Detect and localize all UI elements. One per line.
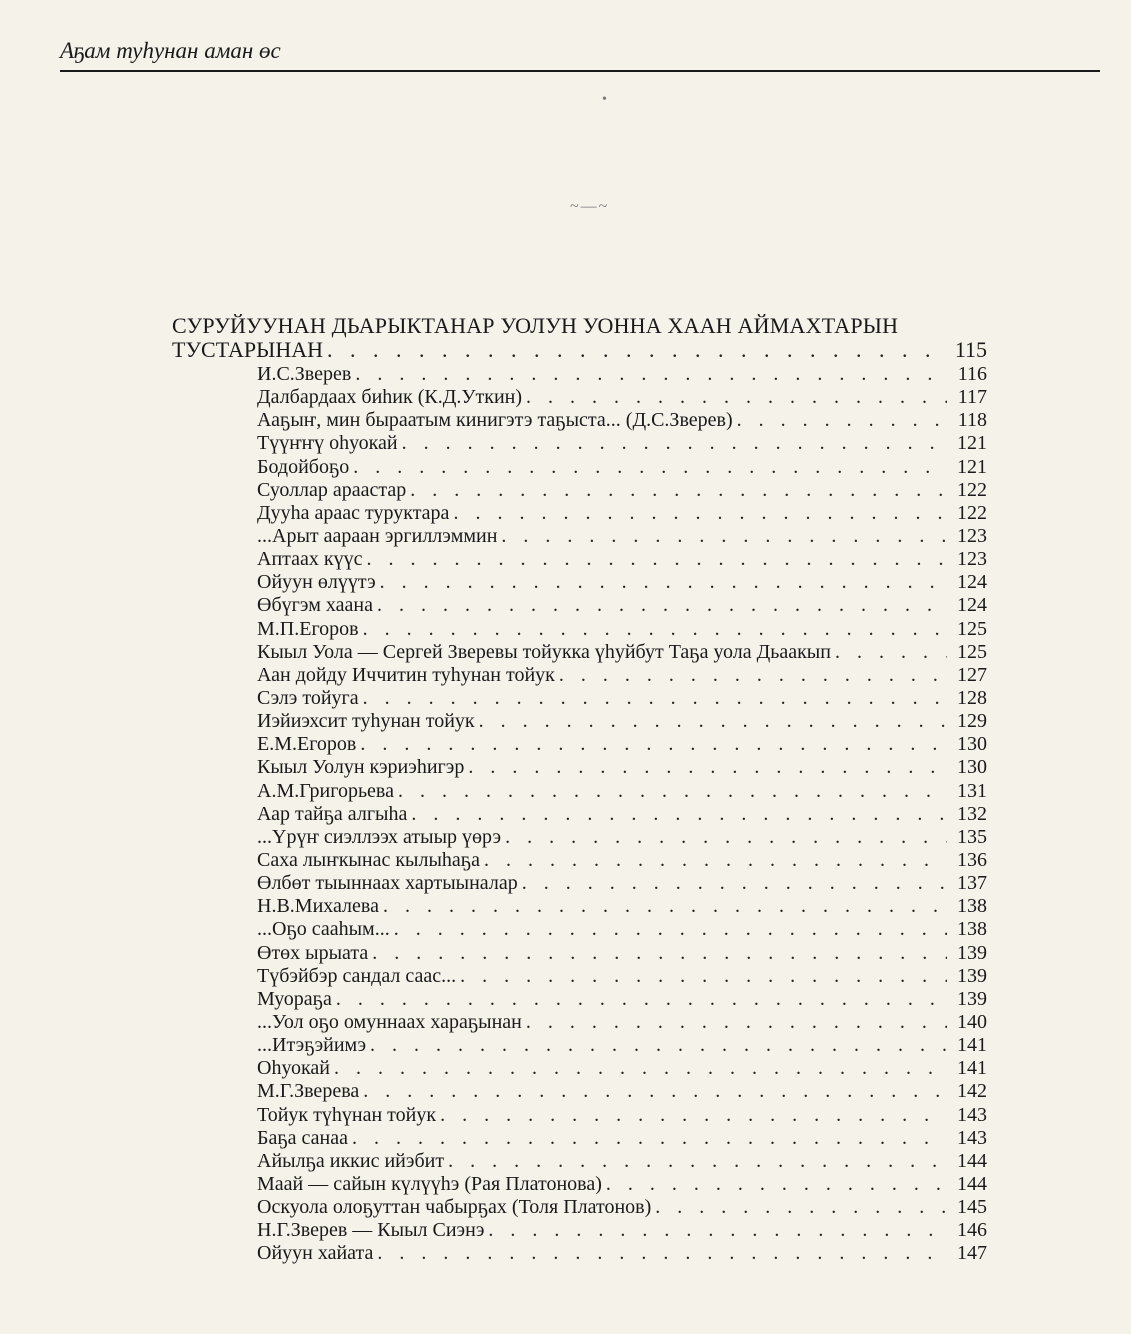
toc-entry bbox=[257, 1173, 987, 1196]
toc-entry-title: ...Уол оҕо омуннаах хараҕынан bbox=[257, 1010, 522, 1033]
toc-entry-page: 144 bbox=[957, 1149, 987, 1172]
toc-entry-title: Н.В.Михалева bbox=[257, 895, 379, 918]
dot-leader bbox=[501, 525, 947, 548]
toc-entry-title: Дууһа араас туруктара bbox=[257, 501, 450, 524]
dot-leader bbox=[363, 1080, 947, 1103]
dot-leader bbox=[370, 1034, 947, 1057]
toc-entry-title: ...Итэҕэйимэ bbox=[257, 1034, 367, 1057]
toc-entry-page: 129 bbox=[957, 710, 987, 733]
dot-leader bbox=[559, 664, 947, 687]
toc-entry bbox=[257, 872, 987, 895]
toc-entry bbox=[257, 1104, 987, 1127]
toc-entry-page: 139 bbox=[957, 964, 987, 987]
section-page-number: 115 bbox=[954, 337, 987, 362]
toc-entry bbox=[257, 1080, 987, 1103]
toc-entry-title: Оскуола олоҕуттан чабырҕах (Толя Платонов) bbox=[257, 1196, 652, 1219]
toc-entry-title: А.М.Григорьева bbox=[257, 779, 394, 802]
toc-entry-title: ...Үрүҥ сиэллээх атыыр үөрэ bbox=[257, 825, 502, 848]
dot-leader bbox=[353, 456, 947, 479]
table-of-contents bbox=[172, 314, 987, 1265]
dot-leader bbox=[366, 548, 947, 571]
toc-entry-page: 122 bbox=[957, 478, 987, 501]
toc-entry-page: 135 bbox=[957, 825, 987, 848]
toc-entry bbox=[257, 502, 987, 525]
toc-entry-title: Иэйиэхсит туһунан тойук bbox=[257, 710, 475, 733]
dot-leader bbox=[355, 363, 947, 386]
toc-entry-title: Е.М.Егоров bbox=[257, 733, 357, 756]
toc-entry-page: 144 bbox=[957, 1172, 987, 1195]
dot-leader bbox=[526, 1011, 947, 1034]
dot-leader bbox=[737, 409, 947, 432]
section-title: СУРУЙУУНАН ДЬАРЫКТАНАР УОЛУН УОННА ХААН АЙМАХТАРЫН bbox=[172, 313, 899, 338]
toc-entry-title: М.П.Егоров bbox=[257, 617, 359, 640]
toc-entry bbox=[257, 432, 987, 455]
toc-entry bbox=[257, 1034, 987, 1057]
toc-entry-page: 130 bbox=[957, 756, 987, 779]
toc-entry-title: Өлбөт тыыннаах хартыыналар bbox=[257, 872, 518, 895]
toc-entry-title: Ойуун хайата bbox=[257, 1242, 374, 1265]
dot-leader bbox=[484, 849, 947, 872]
toc-entry bbox=[257, 1011, 987, 1034]
dot-leader bbox=[363, 687, 947, 710]
dot-leader bbox=[377, 594, 947, 617]
dot-leader bbox=[363, 618, 947, 641]
toc-entry-title: Сэлэ тойуга bbox=[257, 686, 359, 709]
toc-entry-page: 143 bbox=[957, 1103, 987, 1126]
dot-leader bbox=[398, 780, 947, 803]
dot-leader bbox=[411, 803, 947, 826]
dot-leader bbox=[383, 895, 947, 918]
toc-entry-page: 138 bbox=[957, 895, 987, 918]
toc-entry-title: Тойук түһүнан тойук bbox=[257, 1103, 437, 1126]
toc-entry-page: 127 bbox=[957, 663, 987, 686]
toc-entry-title: Муораҕа bbox=[257, 987, 332, 1010]
toc-entry-page: 123 bbox=[957, 548, 987, 571]
toc-entry-title: Өтөх ырыата bbox=[257, 941, 369, 964]
toc-entry bbox=[257, 664, 987, 687]
toc-entry-title: Аар тайҕа алгыһа bbox=[257, 802, 408, 825]
toc-entry-title: Ааҕыҥ, мин быраатым кинигэтэ таҕыста... (Д.С.Зверев) bbox=[257, 409, 733, 432]
toc-entry bbox=[257, 409, 987, 432]
section-title-continued: ТУСТАРЫНАН bbox=[172, 337, 324, 362]
dot-leader bbox=[835, 641, 947, 664]
dot-leader bbox=[468, 756, 947, 779]
dot-leader bbox=[352, 1127, 947, 1150]
dot-leader bbox=[380, 571, 947, 594]
toc-entry bbox=[257, 710, 987, 733]
toc-entry bbox=[257, 918, 987, 941]
toc-entry-title: ...Оҕо сааһым... bbox=[257, 918, 390, 941]
toc-entry-page: 122 bbox=[957, 501, 987, 524]
toc-entry-title: Аан дойду Иччитин туһунан тойук bbox=[257, 663, 555, 686]
toc-entry bbox=[257, 1219, 987, 1242]
toc-entry bbox=[257, 780, 987, 803]
dot-leader bbox=[394, 918, 947, 941]
toc-entry bbox=[257, 942, 987, 965]
toc-entry bbox=[257, 965, 987, 988]
toc-entry bbox=[257, 895, 987, 918]
dot-leader bbox=[488, 1219, 947, 1242]
toc-entry-page: 136 bbox=[957, 848, 987, 871]
dot-leader bbox=[334, 1057, 947, 1080]
dot-leader bbox=[402, 432, 947, 455]
print-smudge: ~—~ bbox=[570, 198, 610, 215]
toc-entry bbox=[257, 803, 987, 826]
toc-entry-page: 124 bbox=[957, 594, 987, 617]
dot-leader bbox=[448, 1150, 947, 1173]
dot-leader bbox=[522, 872, 947, 895]
toc-entry bbox=[257, 548, 987, 571]
toc-entry bbox=[257, 479, 987, 502]
toc-entry bbox=[257, 1242, 987, 1265]
toc-entry-page: 140 bbox=[957, 1010, 987, 1033]
toc-entry bbox=[257, 618, 987, 641]
dot-leader bbox=[327, 338, 947, 362]
print-speck: • bbox=[602, 92, 607, 107]
toc-entry-page: 124 bbox=[957, 571, 987, 594]
toc-entry bbox=[257, 826, 987, 849]
running-header-title: Аҕам туһунан аман өс bbox=[60, 38, 281, 63]
running-header bbox=[60, 38, 1100, 72]
toc-entry-page: 141 bbox=[957, 1034, 987, 1057]
dot-leader bbox=[460, 965, 947, 988]
dot-leader bbox=[377, 1242, 947, 1265]
toc-entry-page: 125 bbox=[957, 617, 987, 640]
toc-entry-title: Далбардаах биһик (К.Д.Уткин) bbox=[257, 386, 523, 409]
toc-entry-page: 146 bbox=[957, 1219, 987, 1242]
toc-entry-page: 137 bbox=[957, 872, 987, 895]
toc-entry-page: 125 bbox=[957, 640, 987, 663]
dot-leader bbox=[505, 826, 947, 849]
toc-entry-title: Өбүгэм хаана bbox=[257, 594, 373, 617]
toc-entry-title: Н.Г.Зверев — Кыыл Сиэнэ bbox=[257, 1219, 485, 1242]
toc-entry-title: Саха лыҥкынас кылыһаҕа bbox=[257, 848, 480, 871]
toc-entry bbox=[257, 594, 987, 617]
toc-entry-title: И.С.Зверев bbox=[257, 363, 352, 385]
toc-entry-page: 143 bbox=[957, 1126, 987, 1149]
toc-entry bbox=[257, 641, 987, 664]
toc-entry-title: Суоллар арааcтар bbox=[257, 478, 407, 501]
toc-entry-title: Түүҥҥү оһуокай bbox=[257, 432, 398, 455]
toc-entry-page: 145 bbox=[957, 1196, 987, 1219]
toc-entry-title: Айылҕа иккис ийэбит bbox=[257, 1149, 445, 1172]
toc-entry-page: 121 bbox=[957, 432, 987, 455]
toc-entry-page: 147 bbox=[957, 1242, 987, 1265]
toc-entry-title: Бодойбоҕо bbox=[257, 455, 350, 478]
dot-leader bbox=[440, 1104, 947, 1127]
dot-leader bbox=[606, 1173, 947, 1196]
toc-entry bbox=[257, 456, 987, 479]
toc-entry bbox=[257, 363, 987, 386]
toc-entry bbox=[257, 525, 987, 548]
toc-entry-title: ...Арыт аараан эргиллэммин bbox=[257, 524, 498, 547]
toc-entry bbox=[257, 756, 987, 779]
dot-leader bbox=[655, 1196, 947, 1219]
toc-entry-title: Ойуун өлүүтэ bbox=[257, 571, 376, 594]
toc-entry-page: 141 bbox=[957, 1057, 987, 1080]
toc-entry bbox=[257, 733, 987, 756]
dot-leader bbox=[336, 988, 947, 1011]
toc-entry-page: 132 bbox=[957, 802, 987, 825]
toc-entry-title: Түбэйбэр сандал саас... bbox=[257, 964, 457, 987]
dot-leader bbox=[479, 710, 947, 733]
toc-entry-title: М.Г.Зверева bbox=[257, 1080, 360, 1103]
toc-entry-title: Кыыл Уолун кэриэһигэр bbox=[257, 756, 465, 779]
dot-leader bbox=[372, 942, 947, 965]
dot-leader bbox=[360, 733, 947, 756]
toc-entry bbox=[257, 687, 987, 710]
toc-entry-title: Баҕа санаа bbox=[257, 1126, 348, 1149]
dot-leader bbox=[410, 479, 947, 502]
toc-entry-page: 142 bbox=[957, 1080, 987, 1103]
dot-leader bbox=[526, 386, 947, 409]
toc-entry-page: 128 bbox=[957, 686, 987, 709]
dot-leader bbox=[453, 502, 947, 525]
toc-entry bbox=[257, 988, 987, 1011]
toc-entry-page: 139 bbox=[957, 941, 987, 964]
toc-entry bbox=[257, 1127, 987, 1150]
toc-entry-title: Аптаах күүс bbox=[257, 548, 363, 571]
toc-entry-page: 139 bbox=[957, 987, 987, 1010]
toc-entry-title: Оһуокай bbox=[257, 1057, 330, 1080]
toc-entry-list bbox=[257, 363, 987, 1265]
toc-entry-page: 131 bbox=[957, 779, 987, 802]
toc-entry-title: Кыыл Уола — Сергей Зверевы тойукка үһуйбут Таҕа уола Дьаакып bbox=[257, 640, 831, 663]
toc-entry bbox=[257, 849, 987, 872]
toc-entry bbox=[257, 1150, 987, 1173]
toc-entry-page: 118 bbox=[957, 409, 987, 432]
toc-entry-page: 117 bbox=[957, 386, 987, 409]
toc-entry bbox=[257, 386, 987, 409]
toc-entry-page: 138 bbox=[957, 918, 987, 941]
toc-entry-page: 116 bbox=[957, 363, 987, 385]
toc-entry bbox=[257, 1057, 987, 1080]
toc-entry bbox=[257, 1196, 987, 1219]
toc-entry bbox=[257, 571, 987, 594]
toc-entry-title: Маай — сайын күлүүһэ (Рая Платонова) bbox=[257, 1172, 602, 1195]
toc-entry-page: 121 bbox=[957, 455, 987, 478]
section-title-line bbox=[172, 338, 987, 362]
toc-entry-page: 123 bbox=[957, 524, 987, 547]
toc-entry-page: 130 bbox=[957, 733, 987, 756]
